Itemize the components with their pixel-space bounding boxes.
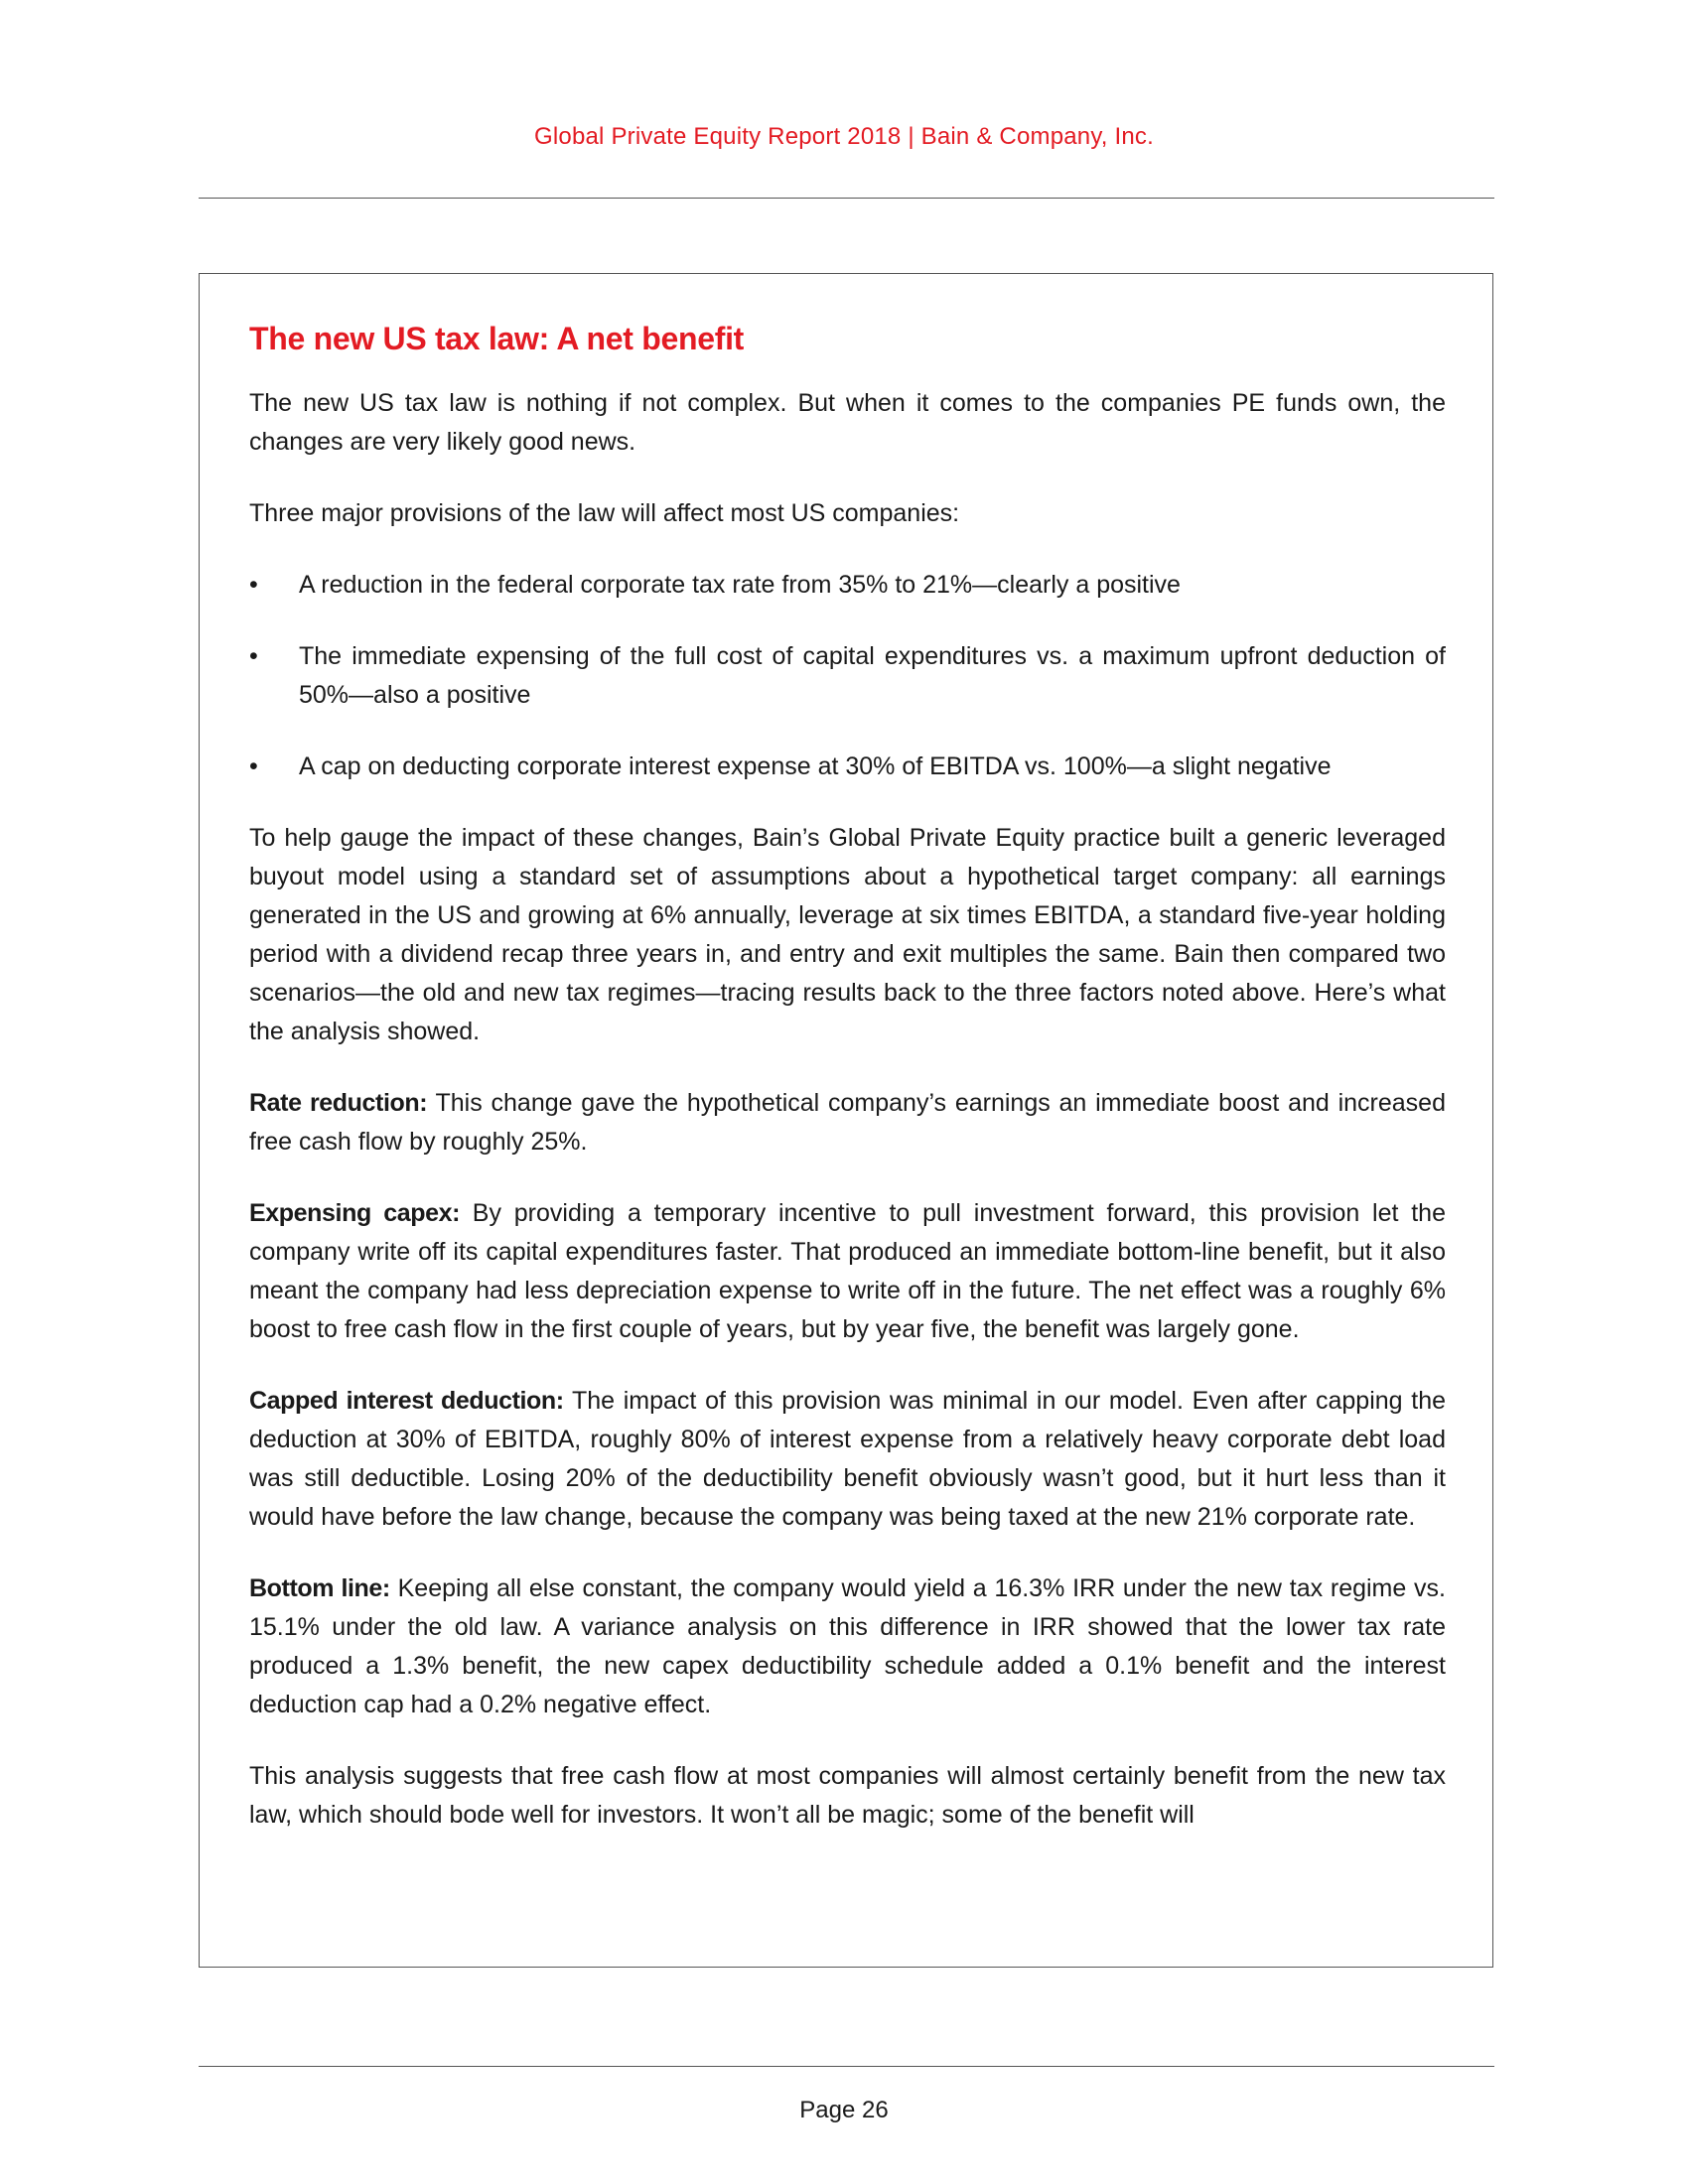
- bullet-icon: •: [249, 570, 258, 599]
- closing-paragraph: This analysis suggests that free cash flow at most companies will almost certainly benefit from the new tax law, which should bode well for investors. It won’t all be magic; some of the benefit will: [249, 1761, 1446, 1829]
- list-item-text: The immediate expensing of the full cost of capital expenditures vs. a maximum upfront deduction of 50%—also a positive: [299, 641, 1446, 709]
- header-divider: [199, 198, 1494, 199]
- finding-lead: Rate reduction:: [249, 1088, 428, 1117]
- finding-text: Keeping all else constant, the company would yield a 16.3% IRR under the new tax regime vs. 15.1% under the old law. A variance analysis on this difference in IRR showed that the lower tax rate produced a 1.3% benefit, the new capex deductibility schedule added a 0.1% benefit and the interest deduction cap had a 0.2% negative effect.: [249, 1573, 1446, 1718]
- box-title: The new US tax law: A net benefit: [249, 321, 745, 356]
- sidebar-box: [199, 273, 1493, 1968]
- finding-lead: Expensing capex:: [249, 1198, 461, 1227]
- list-item: [249, 566, 1446, 605]
- report-header: Global Private Equity Report 2018 | Bain & Company, Inc.: [534, 123, 1154, 150]
- finding-capped-interest: [249, 1382, 1446, 1537]
- bullet-icon: •: [249, 641, 258, 670]
- provisions-intro: Three major provisions of the law will affect most US companies:: [249, 498, 960, 527]
- finding-text: By providing a temporary incentive to pull investment forward, this provision let the company write off its capital expenditures faster. That produced an immediate bottom-line benefit, but it also meant the company had less depreciation expense to write off in the future. The net effect was a roughly 6% boost to free cash flow in the first couple of years, but by year five, the benefit was largely gone.: [249, 1198, 1446, 1343]
- list-item-text: A cap on deducting corporate interest expense at 30% of EBITDA vs. 100%—a slight negative: [299, 751, 1332, 780]
- intro-paragraph: The new US tax law is nothing if not complex. But when it comes to the companies PE funds own, the changes are very likely good news.: [249, 388, 1446, 456]
- finding-rate-reduction: [249, 1084, 1446, 1161]
- provisions-list: [249, 566, 1446, 786]
- bullet-icon: •: [249, 751, 258, 780]
- page-number: Page 26: [799, 2097, 889, 2123]
- finding-text: The impact of this provision was minimal in our model. Even after capping the deduction at 30% of EBITDA, roughly 80% of interest expense from a relatively heavy corporate debt load was still deductible. Losing 20% of the deductibility benefit obviously wasn’t good, but it hurt less than it would have before the law change, because the company was being taxed at the new 21% corporate rate.: [249, 1386, 1447, 1531]
- model-paragraph: To help gauge the impact of these changes, Bain’s Global Private Equity practice built a generic leveraged buyout model using a standard set of assumptions about a hypothetical target company: all earnings generated in the US and growing at 6% annually, leverage at six times EBITDA, a standard five-year holding period with a dividend recap three years in, and entry and exit multiples the same. Bain then compared two scenarios—the old and new tax regimes—tracing results back to the three factors noted above. Here’s what the analysis showed.: [249, 823, 1446, 1045]
- finding-lead: Bottom line:: [249, 1573, 390, 1602]
- footer-divider: [199, 2066, 1494, 2067]
- finding-lead: Capped interest deduction:: [249, 1386, 564, 1415]
- list-item-text: A reduction in the federal corporate tax rate from 35% to 21%—clearly a positive: [299, 570, 1181, 599]
- finding-bottom-line: [249, 1570, 1446, 1724]
- finding-text: This change gave the hypothetical company’s earnings an immediate boost and increased free cash flow by roughly 25%.: [249, 1088, 1446, 1156]
- list-item: [249, 748, 1446, 786]
- sidebar-box-content: [249, 319, 1446, 1867]
- finding-expensing-capex: [249, 1194, 1446, 1349]
- list-item: [249, 637, 1446, 715]
